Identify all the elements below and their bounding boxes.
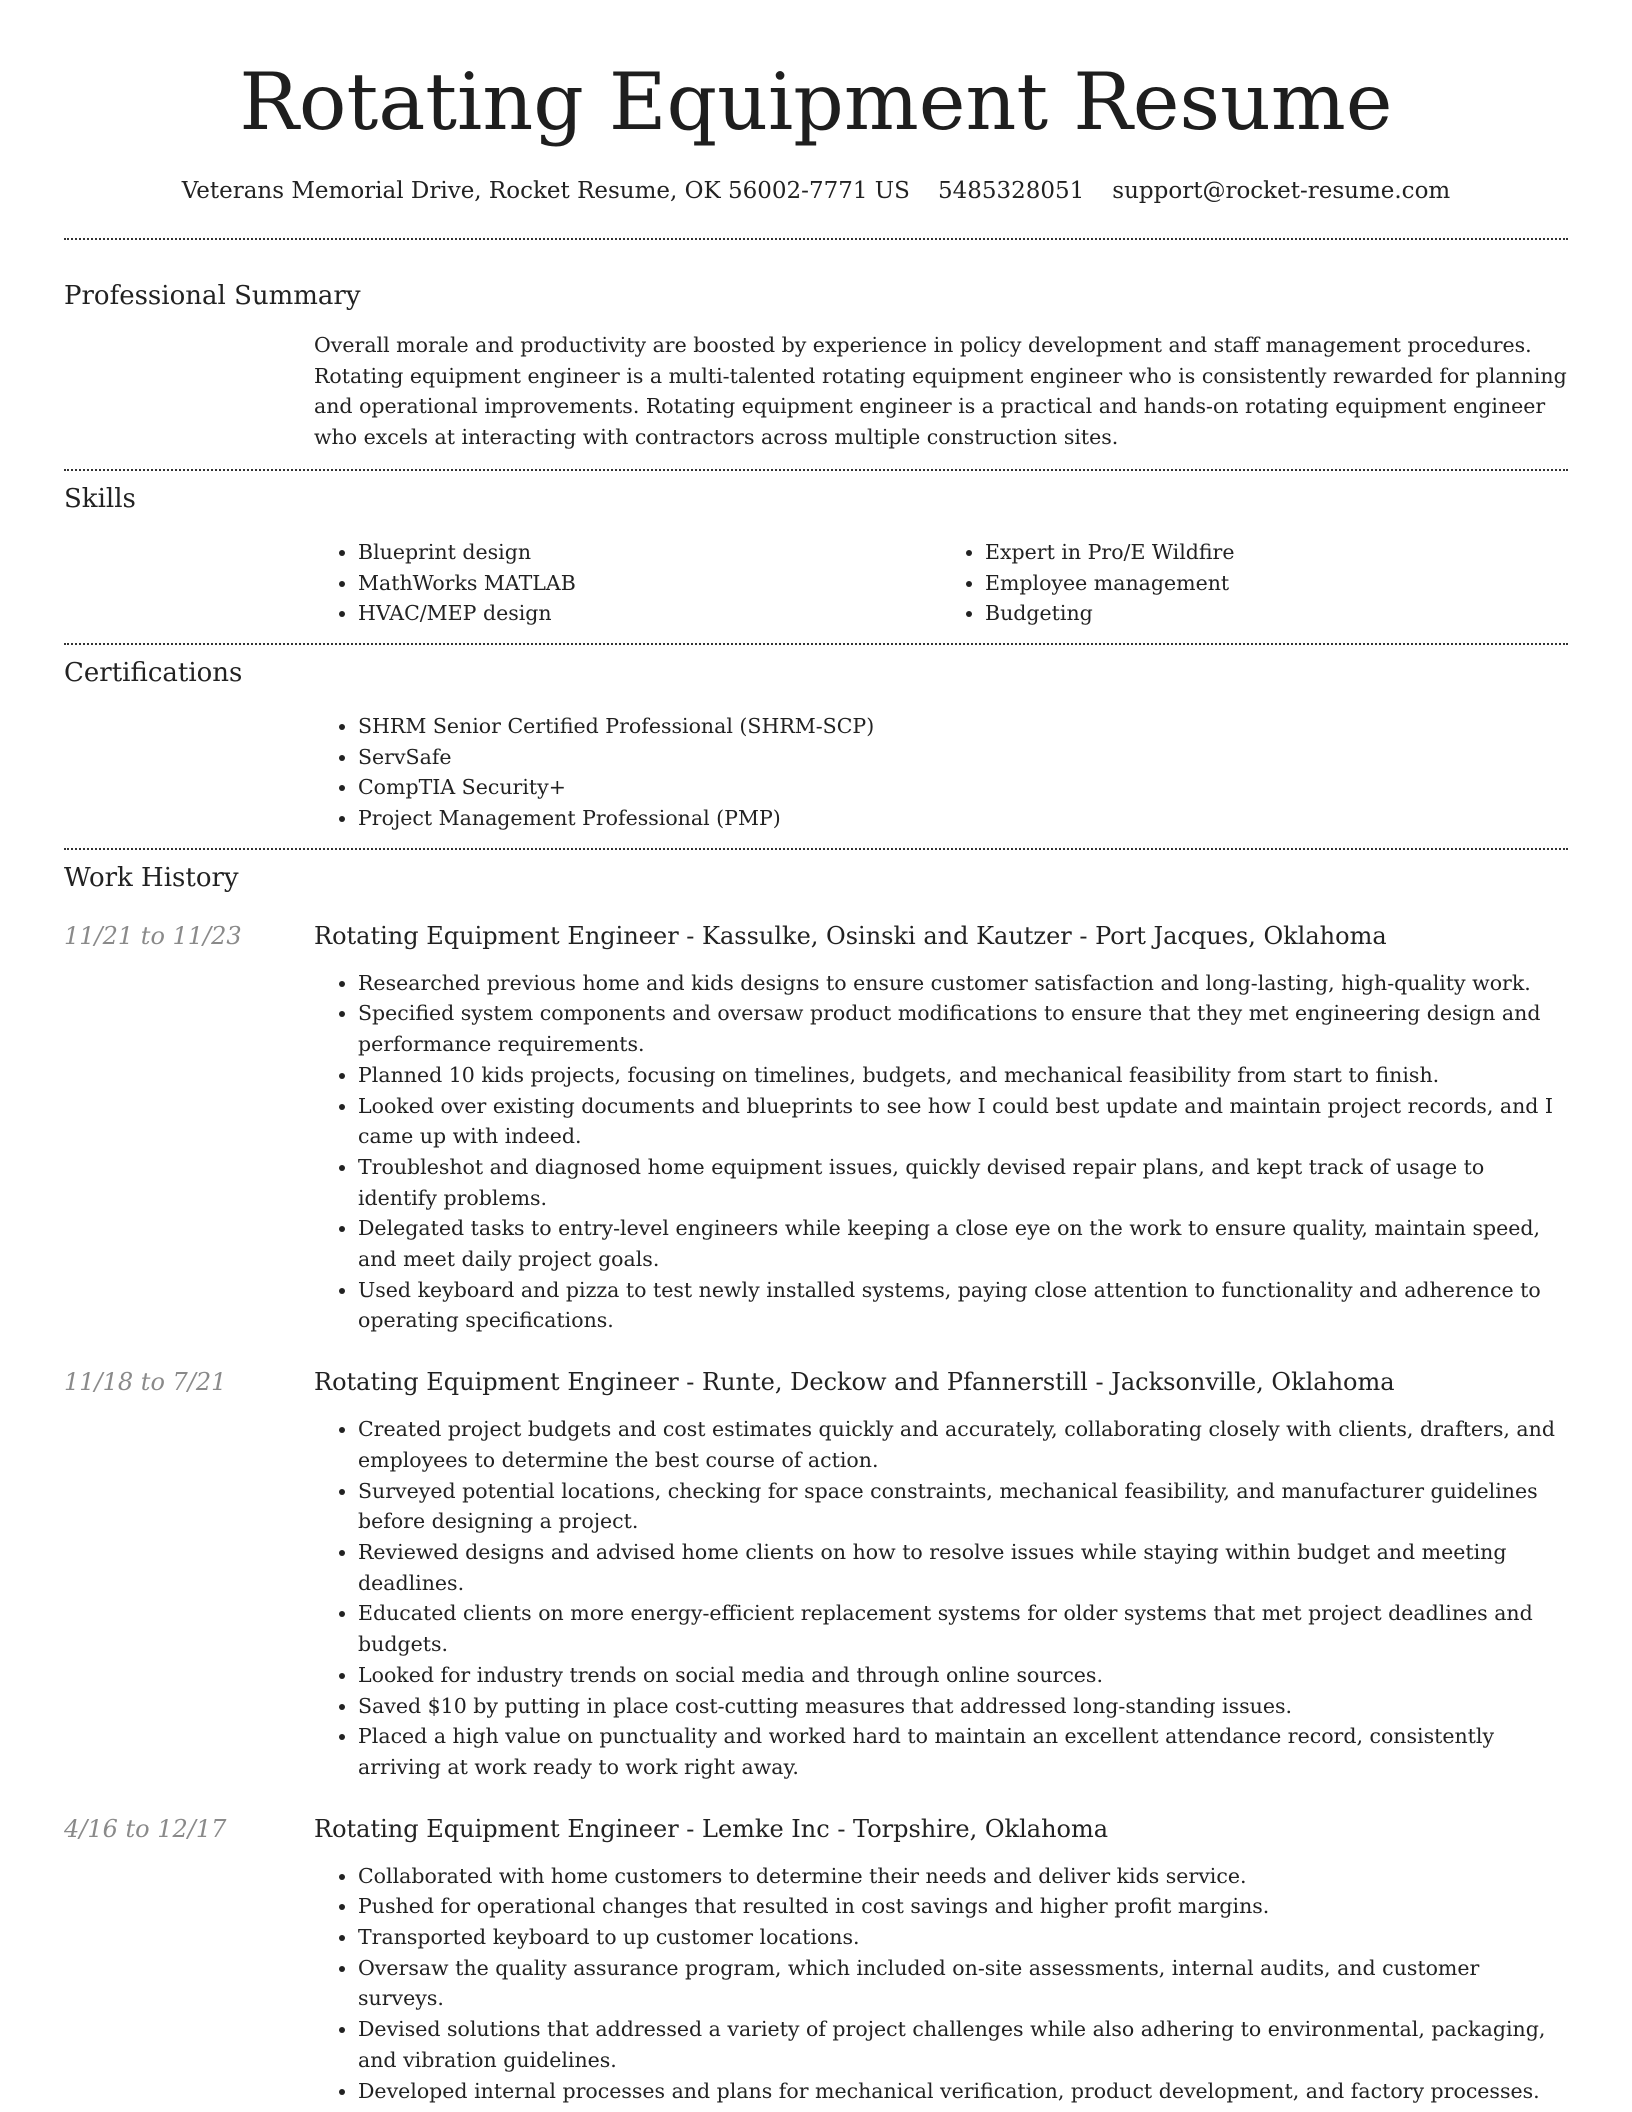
job-details xyxy=(314,920,1568,1336)
skill-item: • Blueprint design xyxy=(358,537,941,568)
section-title-certifications: Certifications xyxy=(64,657,243,688)
job-entry xyxy=(64,1366,1568,1782)
job-bullet: • Looked for industry trends on social media and through online sources. xyxy=(358,1660,1568,1691)
job-bullet: • Devised solutions that addressed a variety of project challenges while also adhering to environmental, packaging, and vibration guidelines. xyxy=(358,2014,1568,2075)
resume-title: Rotating Equipment Resume xyxy=(239,56,1393,148)
summary-text: Overall morale and productivity are boosted by experience in policy development and staff management procedures. Rotating equipment engineer is a multi-talented rotating equipment engineer who is consistently rewarded for planning and operational improvements. Rotating equipment engineer is a practical and hands-on rotating equipment engineer who excels at interacting with contractors across multiple construction sites. xyxy=(314,333,1567,450)
job-bullets xyxy=(314,1861,1568,2107)
job-dates: 4/16 to 12/17 xyxy=(64,1814,227,1843)
contact-phone: 5485328051 xyxy=(937,178,1085,204)
job-bullet: • Planned 10 kids projects, focusing on timelines, budgets, and mechanical feasibility from start to finish. xyxy=(358,1060,1568,1091)
job-title: Rotating Equipment Engineer - Lemke Inc - Torpshire, Oklahoma xyxy=(314,1814,1109,1843)
job-bullet: • Used keyboard and pizza to test newly installed systems, paying close attention to functionality and adherence to operating specifications. xyxy=(358,1275,1568,1336)
certification-item: • SHRM Senior Certified Professional (SHRM-SCP) xyxy=(358,711,1568,742)
job-bullet: • Surveyed potential locations, checking for space constraints, mechanical feasibility, and manufacturer guidelines before designing a project. xyxy=(358,1476,1568,1537)
certification-item: • Project Management Professional (PMP) xyxy=(358,803,1568,834)
job-dates: 11/21 to 11/23 xyxy=(64,921,242,950)
skills-section xyxy=(64,471,1568,629)
job-bullet: • Created project budgets and cost estimates quickly and accurately, collaborating closely with clients, drafters, and employees to determine the best course of action. xyxy=(358,1414,1568,1475)
skills-list-right xyxy=(941,537,1568,629)
job-bullets xyxy=(314,1414,1568,1782)
section-title-summary: Professional Summary xyxy=(64,281,361,311)
job-bullet: • Troubleshot and diagnosed home equipment issues, quickly devised repair plans, and kept track of usage to identify problems. xyxy=(358,1152,1568,1213)
job-entry xyxy=(64,1813,1568,2107)
job-details xyxy=(314,1366,1568,1782)
skill-item: • MathWorks MATLAB xyxy=(358,568,941,599)
skill-item: • Budgeting xyxy=(985,598,1568,629)
job-title: Rotating Equipment Engineer - Kassulke, Osinski and Kautzer - Port Jacques, Oklahoma xyxy=(314,921,1387,950)
certifications-list xyxy=(314,711,1568,834)
certifications-section xyxy=(64,645,1568,834)
skill-item: • HVAC/MEP design xyxy=(358,598,941,629)
job-bullet: • Educated clients on more energy-efficient replacement systems for older systems that met project deadlines and budgets. xyxy=(358,1598,1568,1659)
certification-item: • CompTIA Security+ xyxy=(358,772,1568,803)
job-bullet: • Saved $10 by putting in place cost-cutting measures that addressed long-standing issues. xyxy=(358,1691,1568,1722)
job-bullets xyxy=(314,968,1568,1336)
resume-page xyxy=(64,0,1568,2106)
section-title-work-history: Work History xyxy=(64,862,239,893)
skill-item: • Expert in Pro/E Wildfire xyxy=(985,537,1568,568)
job-bullet: • Pushed for operational changes that resulted in cost savings and higher profit margins. xyxy=(358,1891,1568,1922)
certification-item: • ServSafe xyxy=(358,742,1568,773)
job-bullet: • Developed internal processes and plans for mechanical verification, product development, and factory processes. xyxy=(358,2076,1568,2107)
skills-grid xyxy=(314,537,1568,629)
skill-item: • Employee management xyxy=(985,568,1568,599)
job-bullet: • Collaborated with home customers to determine their needs and deliver kids service. xyxy=(358,1861,1568,1892)
job-entry xyxy=(64,920,1568,1336)
work-history-section xyxy=(64,850,1568,2107)
skills-list-left xyxy=(314,537,941,629)
job-bullet: • Researched previous home and kids designs to ensure customer satisfaction and long-lasting, high-quality work. xyxy=(358,968,1568,999)
summary-section xyxy=(64,240,1568,453)
job-bullet: • Specified system components and oversaw product modifications to ensure that they met engineering design and performance requirements. xyxy=(358,998,1568,1059)
certifications-block xyxy=(314,711,1568,834)
section-title-skills: Skills xyxy=(64,483,136,514)
job-bullet: • Reviewed designs and advised home clients on how to resolve issues while staying within budget and meeting deadlines. xyxy=(358,1537,1568,1598)
job-bullet: • Delegated tasks to entry-level engineers while keeping a close eye on the work to ensure quality, maintain speed, and meet daily project goals. xyxy=(358,1213,1568,1274)
job-details xyxy=(314,1813,1568,2107)
job-bullet: • Looked over existing documents and blueprints to see how I could best update and maintain project records, and I came up with indeed. xyxy=(358,1091,1568,1152)
contact-email: support@rocket-resume.com xyxy=(1112,178,1451,204)
job-bullet: • Oversaw the quality assurance program, which included on-site assessments, internal audits, and customer surveys. xyxy=(358,1953,1568,2014)
job-bullet: • Transported keyboard to up customer locations. xyxy=(358,1922,1568,1953)
contact-address: Veterans Memorial Drive, Rocket Resume, OK 56002-7771 US xyxy=(181,178,910,204)
job-bullet: • Placed a high value on punctuality and worked hard to maintain an excellent attendance record, consistently arriving at work ready to work right away. xyxy=(358,1721,1568,1782)
job-dates: 11/18 to 7/21 xyxy=(64,1368,227,1397)
job-title: Rotating Equipment Engineer - Runte, Deckow and Pfannerstill - Jacksonville, Oklahoma xyxy=(314,1368,1395,1397)
contact-line xyxy=(64,174,1568,208)
